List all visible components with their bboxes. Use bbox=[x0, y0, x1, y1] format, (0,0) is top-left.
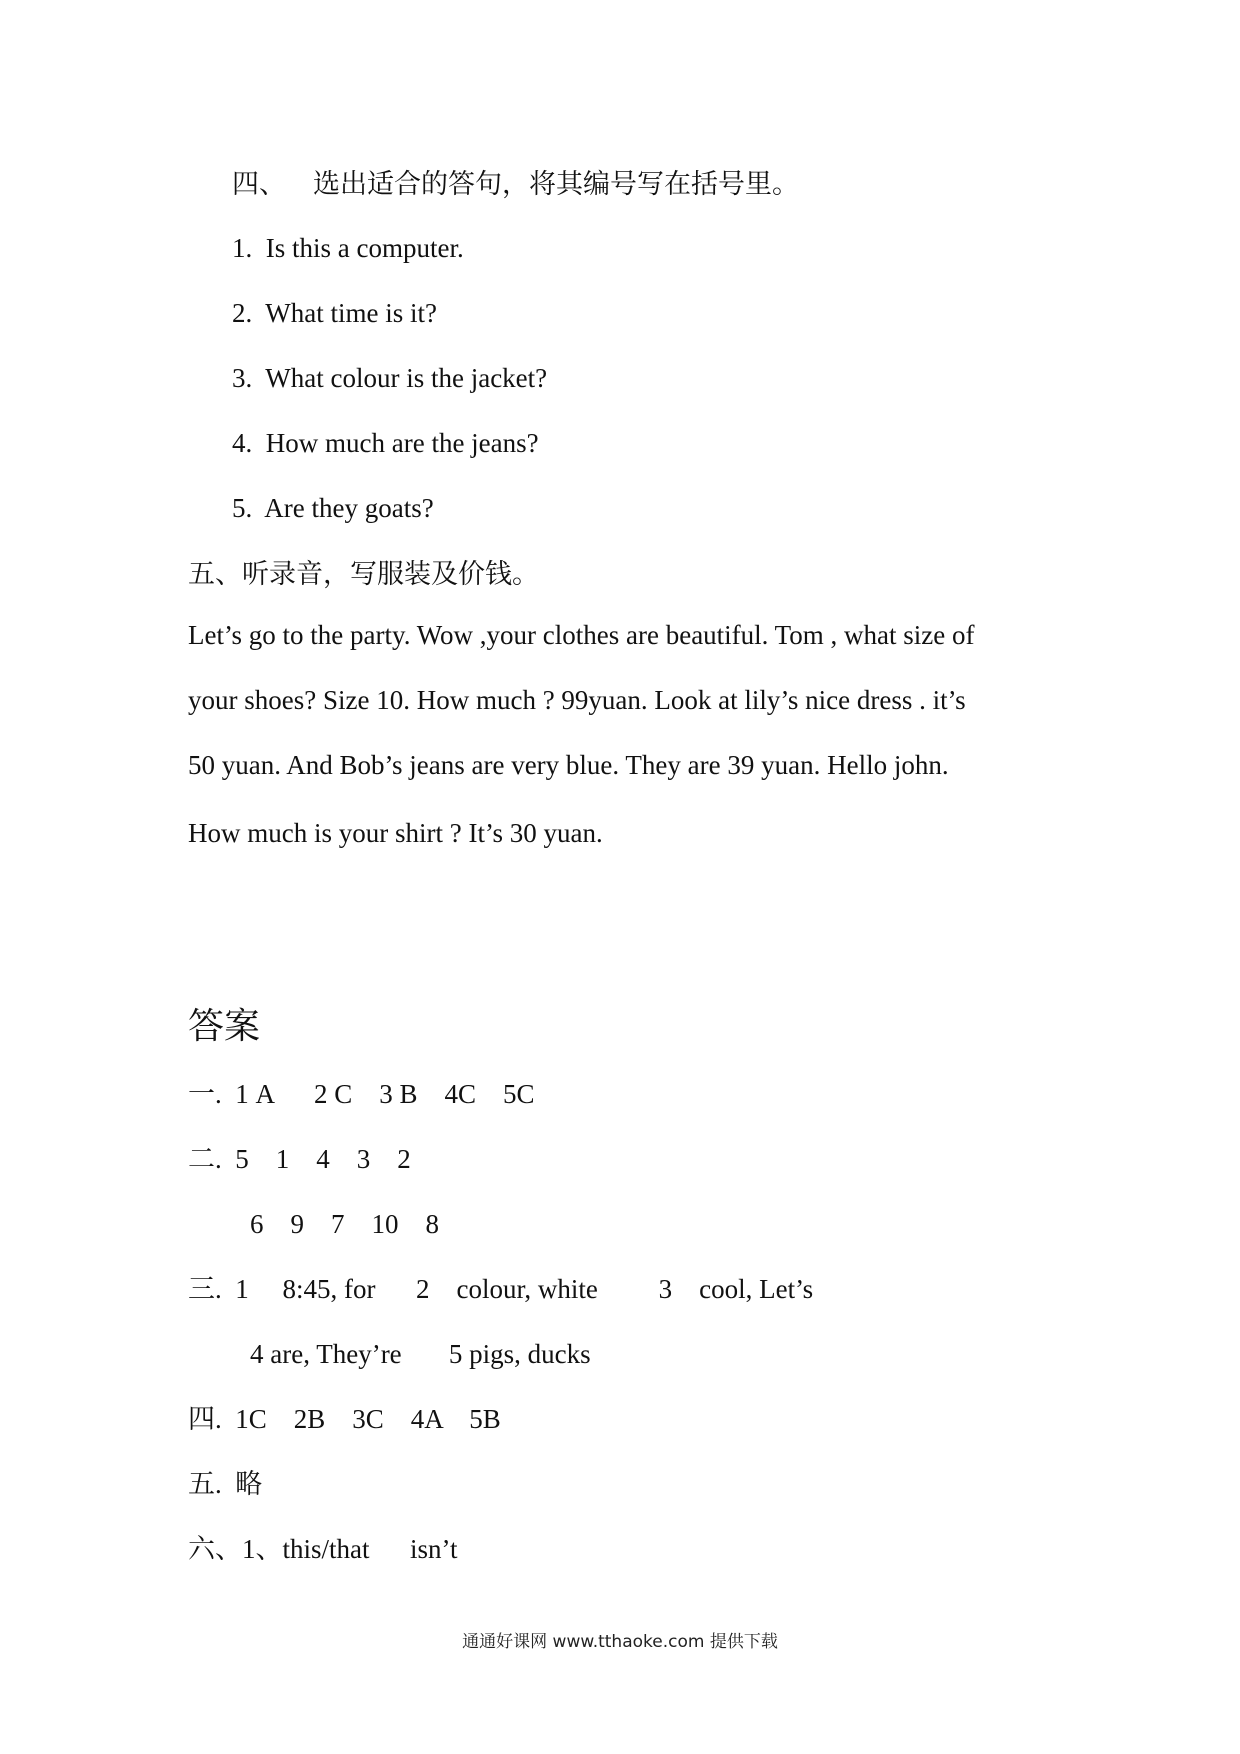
answer-line-3: 三. 1 8:45, for 2 colour, white 3 cool, Let’s bbox=[188, 1274, 814, 1304]
listening-paragraph-line-4: How much is your shirt ? It’s 30 yuan. bbox=[188, 818, 603, 848]
question-5: 5. Are they goats? bbox=[232, 493, 434, 523]
answer-line-6: 六、1、this/that isn’t bbox=[188, 1534, 458, 1564]
answer-line-1: 一. 1 A 2 C 3 B 4C 5C bbox=[188, 1079, 535, 1109]
section-four-heading: 四、 选出适合的答句，将其编号写在括号里。 bbox=[232, 169, 799, 199]
listening-paragraph-line-2: your shoes? Size 10. How much ? 99yuan. Look at lily’s nice dress . it’s bbox=[188, 685, 966, 715]
page-footer: 通通好课网 www.tthaoke.com 提供下载 bbox=[462, 1632, 778, 1652]
answer-line-2-continued: 6 9 7 10 8 bbox=[250, 1209, 439, 1239]
answer-line-4: 四. 1C 2B 3C 4A 5B bbox=[188, 1404, 501, 1434]
question-4: 4. How much are the jeans? bbox=[232, 428, 539, 458]
answer-line-2: 二. 5 1 4 3 2 bbox=[188, 1144, 411, 1174]
question-2: 2. What time is it? bbox=[232, 298, 437, 328]
listening-paragraph-line-1: Let’s go to the party. Wow ,your clothes are beautiful. Tom , what size of bbox=[188, 620, 975, 650]
answer-line-5: 五. 略 bbox=[188, 1469, 263, 1499]
section-five-heading: 五、听录音，写服装及价钱。 bbox=[188, 559, 539, 589]
answer-line-3-continued: 4 are, They’re 5 pigs, ducks bbox=[250, 1339, 591, 1369]
answers-title: 答案 bbox=[188, 1006, 261, 1046]
question-1: 1. Is this a computer. bbox=[232, 233, 464, 263]
listening-paragraph-line-3: 50 yuan. And Bob’s jeans are very blue. They are 39 yuan. Hello john. bbox=[188, 750, 949, 780]
question-3: 3. What colour is the jacket? bbox=[232, 363, 548, 393]
